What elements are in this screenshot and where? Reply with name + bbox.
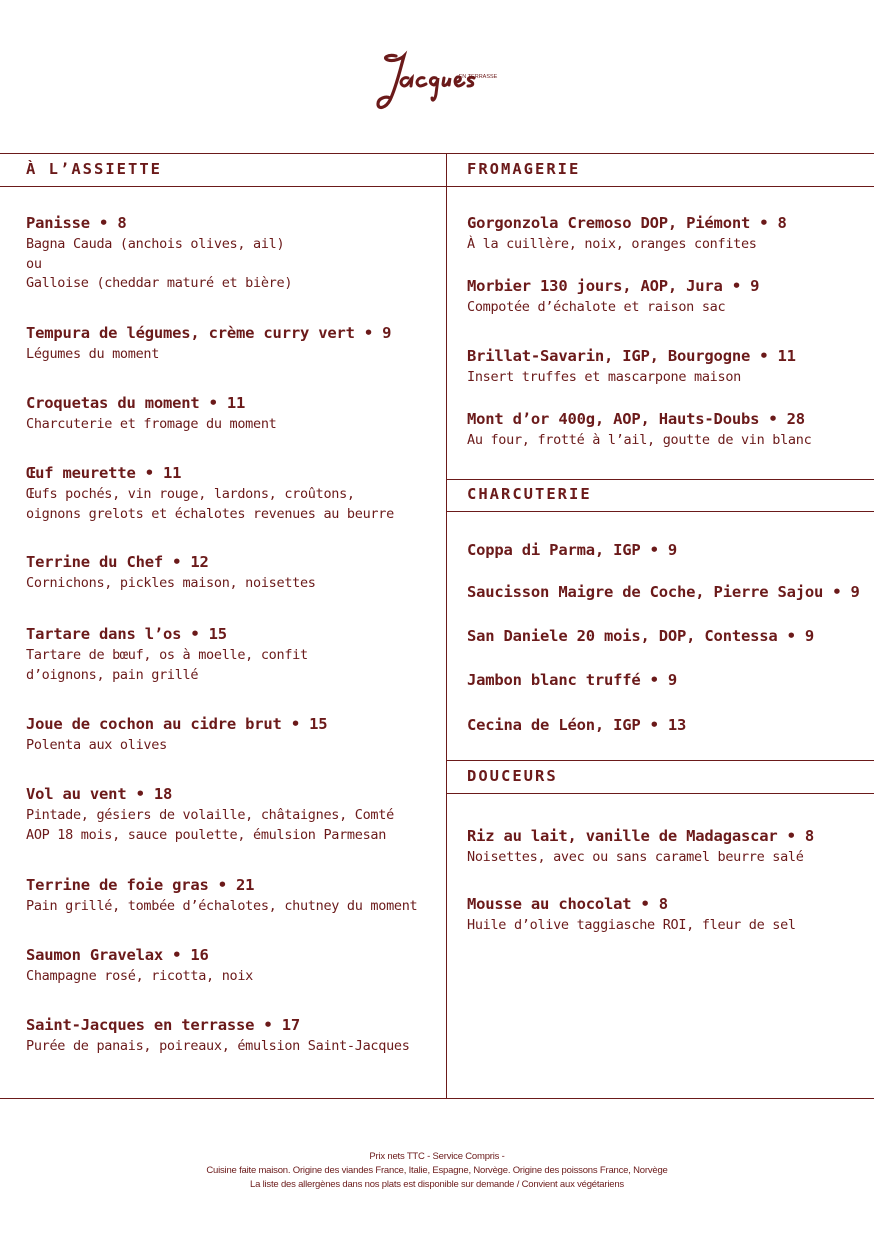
list-item [26, 624, 446, 685]
list-item [467, 540, 867, 560]
footer-line-allergens: La liste des allergènes dans nos plats est disponible sur demande / Convient aux végétariens [250, 1179, 624, 1190]
list-item [467, 670, 867, 690]
item-name: San Daniele 20 mois, DOP, Contessa • 9 [467, 627, 815, 645]
item-desc: Bagna Cauda (anchois olives, ail) ou Galloise (cheddar maturé et bière) [26, 236, 293, 291]
item-desc: À la cuillère, noix, oranges confites [467, 236, 757, 252]
item-name: Cecina de Léon, IGP • 13 [467, 716, 687, 734]
list-item [26, 323, 446, 365]
item-name: Croquetas du moment • 11 [26, 394, 246, 412]
item-name: Morbier 130 jours, AOP, Jura • 9 [467, 277, 760, 295]
list-item [467, 826, 867, 868]
item-name: Riz au lait, vanille de Madagascar • 8 [467, 827, 815, 845]
item-desc: Au four, frotté à l’ail, goutte de vin blanc [467, 432, 812, 448]
item-name: Panisse • 8 [26, 214, 127, 232]
item-name: Mont d’or 400g, AOP, Hauts-Doubs • 28 [467, 410, 805, 428]
list-item [467, 582, 867, 602]
list-item [26, 1015, 446, 1057]
item-name: Mousse au chocolat • 8 [467, 895, 668, 913]
list-item [26, 784, 446, 845]
item-name: Œuf meurette • 11 [26, 464, 182, 482]
section-title-charcuterie: CHARCUTERIE [467, 485, 592, 503]
list-item [467, 715, 867, 735]
footer-line-origins: Cuisine faite maison. Origine des viandes France, Italie, Espagne, Norvège. Origine des poissons France, Norvège [206, 1165, 668, 1176]
divider-charcuterie-top [446, 479, 874, 480]
list-item [467, 409, 867, 451]
item-desc: Cornichons, pickles maison, noisettes [26, 575, 316, 591]
list-item [467, 626, 867, 646]
item-desc: Pintade, gésiers de volaille, châtaignes, Comté AOP 18 mois, sauce poulette, émulsion Parmesan [26, 807, 394, 843]
section-title-fromagerie: FROMAGERIE [467, 160, 581, 178]
jacques-logo [374, 48, 504, 114]
item-desc: Compotée d’échalote et raison sac [467, 299, 726, 315]
item-name: Saint-Jacques en terrasse • 17 [26, 1016, 300, 1034]
list-item [26, 393, 446, 435]
item-name: Jambon blanc truffé • 9 [467, 671, 678, 689]
footer-notes [0, 1150, 874, 1192]
logo-subtext: EN TERRASSE [458, 74, 498, 80]
divider-vertical [446, 153, 447, 1099]
item-desc: Huile d’olive taggiasche ROI, fleur de sel [467, 917, 796, 933]
item-desc: Œufs pochés, vin rouge, lardons, croûtons, oignons grelots et échalotes revenues au beurre [26, 486, 394, 522]
item-desc: Tartare de bœuf, os à moelle, confit d’oignons, pain grillé [26, 647, 308, 683]
item-name: Joue de cochon au cidre brut • 15 [26, 715, 328, 733]
list-item [26, 552, 446, 594]
item-desc: Pain grillé, tombée d’échalotes, chutney du moment [26, 898, 418, 914]
item-desc: Noisettes, avec ou sans caramel beurre salé [467, 849, 804, 865]
divider-header [0, 186, 874, 187]
divider-douceurs-bottom [446, 793, 874, 794]
item-desc: Insert truffes et mascarpone maison [467, 369, 741, 385]
list-item [26, 945, 446, 987]
divider-bottom [0, 1098, 874, 1099]
list-item [467, 346, 867, 388]
item-desc: Champagne rosé, ricotta, noix [26, 968, 254, 984]
item-name: Tartare dans l’os • 15 [26, 625, 227, 643]
item-desc: Polenta aux olives [26, 737, 167, 753]
item-name: Gorgonzola Cremoso DOP, Piémont • 8 [467, 214, 787, 232]
item-desc: Légumes du moment [26, 346, 160, 362]
item-name: Vol au vent • 18 [26, 785, 173, 803]
list-item [26, 875, 446, 917]
item-desc: Charcuterie et fromage du moment [26, 416, 277, 432]
list-item [26, 714, 446, 756]
item-name: Tempura de légumes, crème curry vert • 9 [26, 324, 392, 342]
item-name: Saumon Gravelax • 16 [26, 946, 209, 964]
divider-charcuterie-bottom [446, 511, 874, 512]
section-title-douceurs: DOUCEURS [467, 767, 558, 785]
section-title-assiette: À L’ASSIETTE [26, 160, 162, 178]
list-item [26, 213, 446, 294]
list-item [467, 276, 867, 318]
item-name: Terrine du Chef • 12 [26, 553, 209, 571]
divider-top [0, 153, 874, 154]
divider-douceurs-top [446, 760, 874, 761]
item-name: Terrine de foie gras • 21 [26, 876, 255, 894]
list-item [26, 463, 446, 524]
list-item [467, 894, 867, 936]
item-desc: Purée de panais, poireaux, émulsion Saint-Jacques [26, 1038, 410, 1054]
item-name: Brillat-Savarin, IGP, Bourgogne • 11 [467, 347, 796, 365]
item-name: Saucisson Maigre de Coche, Pierre Sajou • 9 [467, 583, 860, 601]
footer-line-prices: Prix nets TTC - Service Compris - [369, 1151, 505, 1162]
list-item [467, 213, 867, 255]
item-name: Coppa di Parma, IGP • 9 [467, 541, 678, 559]
